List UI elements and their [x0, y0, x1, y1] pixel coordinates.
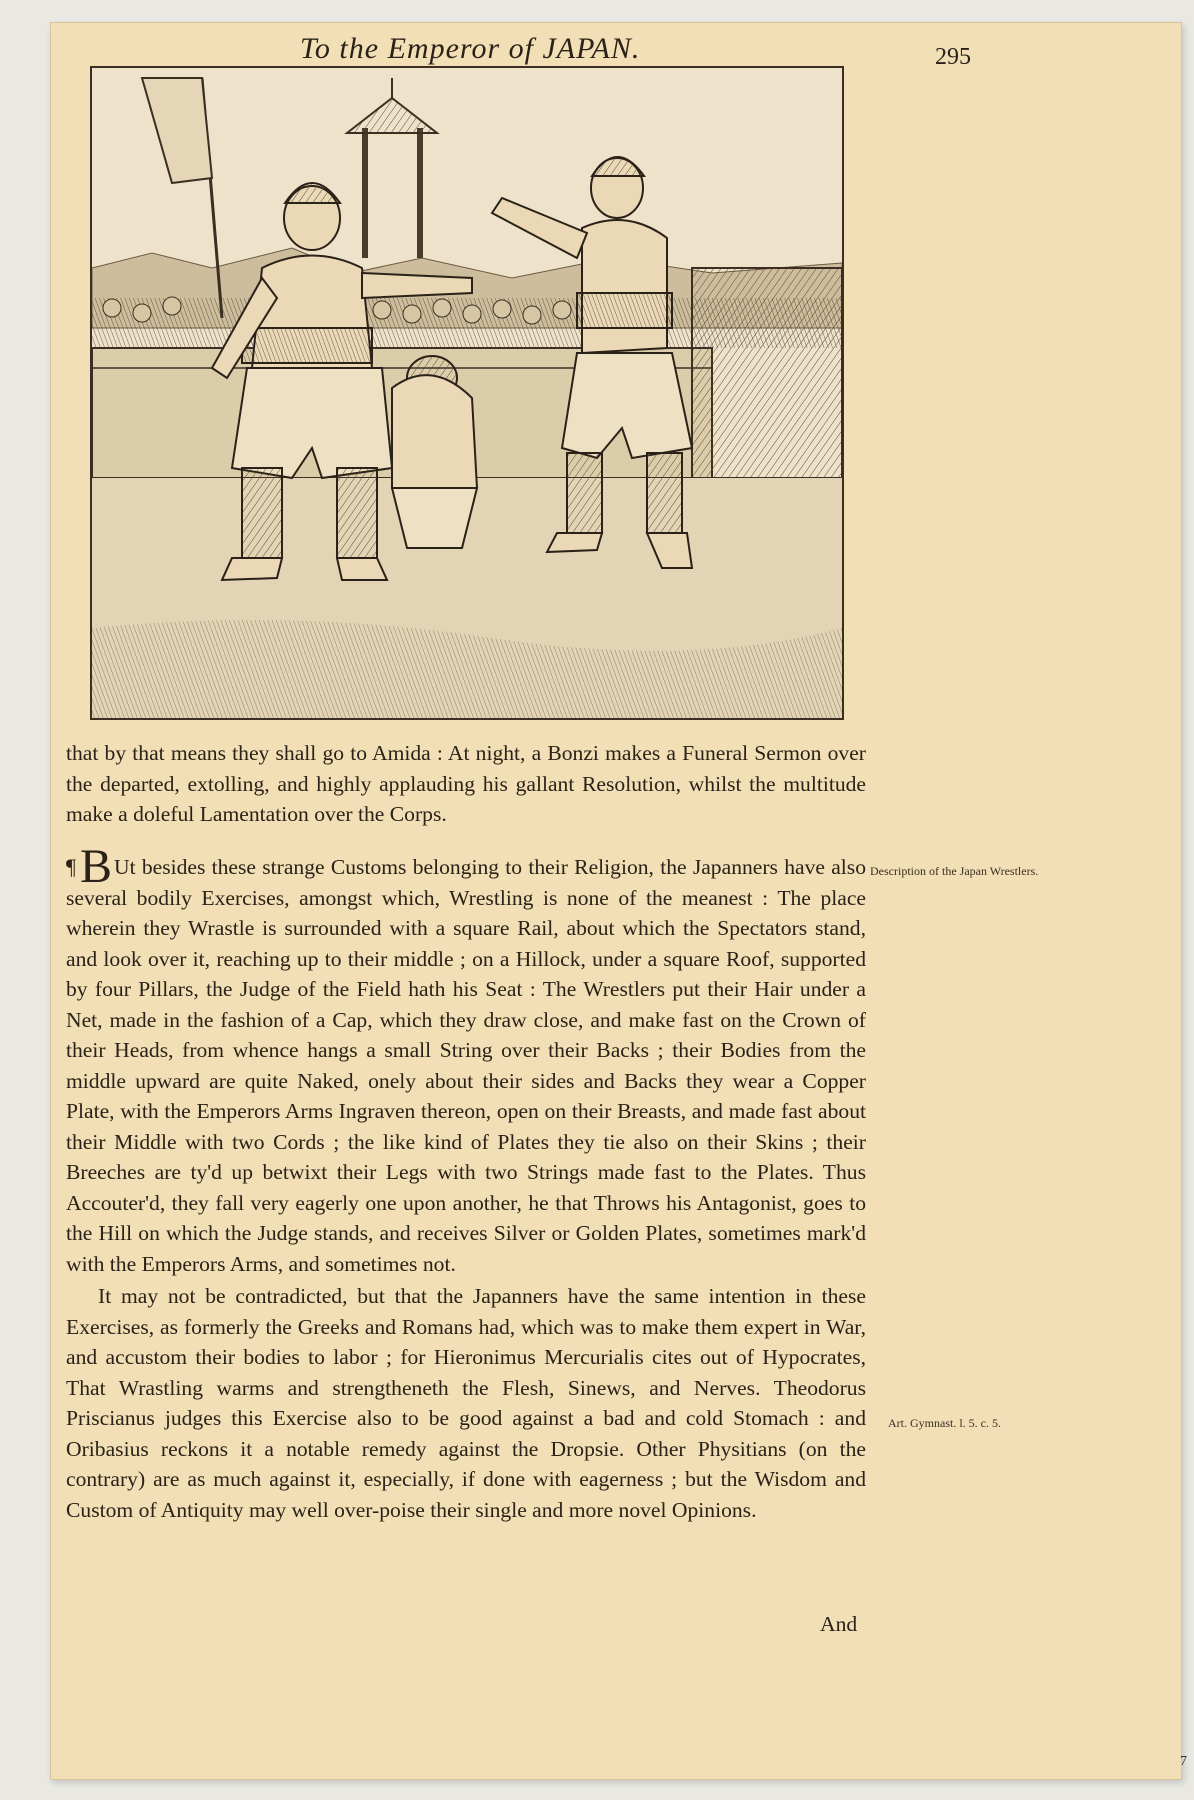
page-number: 295	[935, 44, 971, 70]
drop-cap: B	[79, 840, 112, 893]
marginal-note-wrestlers: Description of the Japan Wrestlers.	[870, 864, 1039, 878]
lead-text: that by that means they shall go to Amida : At night, a Bonzi makes a Funeral Sermon over the departed, extolling, and highly applauding his gallant Resolution, whilst the multitude make a doleful Lamentation over the Corps.	[66, 741, 866, 826]
catchword: And	[820, 1612, 858, 1636]
engraving-plate	[90, 66, 844, 720]
marginal-note-citation: Art. Gymnast. l. 5. c. 5.	[888, 1416, 1001, 1430]
lead-paragraph	[66, 738, 866, 830]
paragraph-wrestling	[66, 840, 866, 1279]
pilcrow-mark: ¶	[66, 854, 76, 879]
paragraph-1-text: Ut besides these strange Customs belonging to their Religion, the Japanners have also several bodily Exercises, amongst which, Wrestling is none of the meanest : The place wherein they Wrastle is surrounded with a square Rail, about which the Spectators stand, and look over it, reaching up to their middle ; on a Hillock, under a square Roof, supported by four Pillars, the Judge of the Field hath his Seat : The Wrestlers put their Hair under a Net, made in the fashion of a Cap, which they draw close, and make fast on the Crown of their Heads, from whence hangs a small String over their Backs ; their Bodies from the middle upward are quite Naked, onely about their sides and Backs they wear a Copper Plate, with the Emperors Arms Ingraven thereon, open on their Breasts, and made fast about their Middle with two Cords ; the like kind of Plates they tie also on their Skins ; their Breeches are ty'd up betwixt their Legs with two Strings made fast to the Plates. Thus Accouter'd, they fall very eagerly one upon another, he that Throws his Antagonist, goes to the Hill on which the Judge stands, and receives Silver or Golden Plates, sometimes mark'd with the Emperors Arms, and sometimes not.	[66, 855, 866, 1276]
main-text	[66, 840, 866, 1525]
edge-mark: 7	[1180, 1754, 1187, 1769]
running-head: To the Emperor of JAPAN.	[300, 32, 641, 65]
wrestlers-engraving	[92, 68, 842, 718]
paragraph-exercises: It may not be contradicted, but that the Japanners have the same intention in these Exercises, as formerly the Greeks and Romans had, which was to make them expert in War, and accustom their bodies to labor ; for Hieronimus Mercurialis cites out of Hypocrates, That Wrastling warms and strengtheneth the Flesh, Sinews, and Nerves. Theodorus Priscianus judges this Exercise also to be good against a bad and cold Stomach : and Oribasius reckons it a notable remedy against the Dropsie. Other Physitians (on the contrary) are as much against it, especially, if done with eagerness ; but the Wisdom and Custom of Antiquity may well over-poise their single and more novel Opinions.	[66, 1284, 866, 1522]
